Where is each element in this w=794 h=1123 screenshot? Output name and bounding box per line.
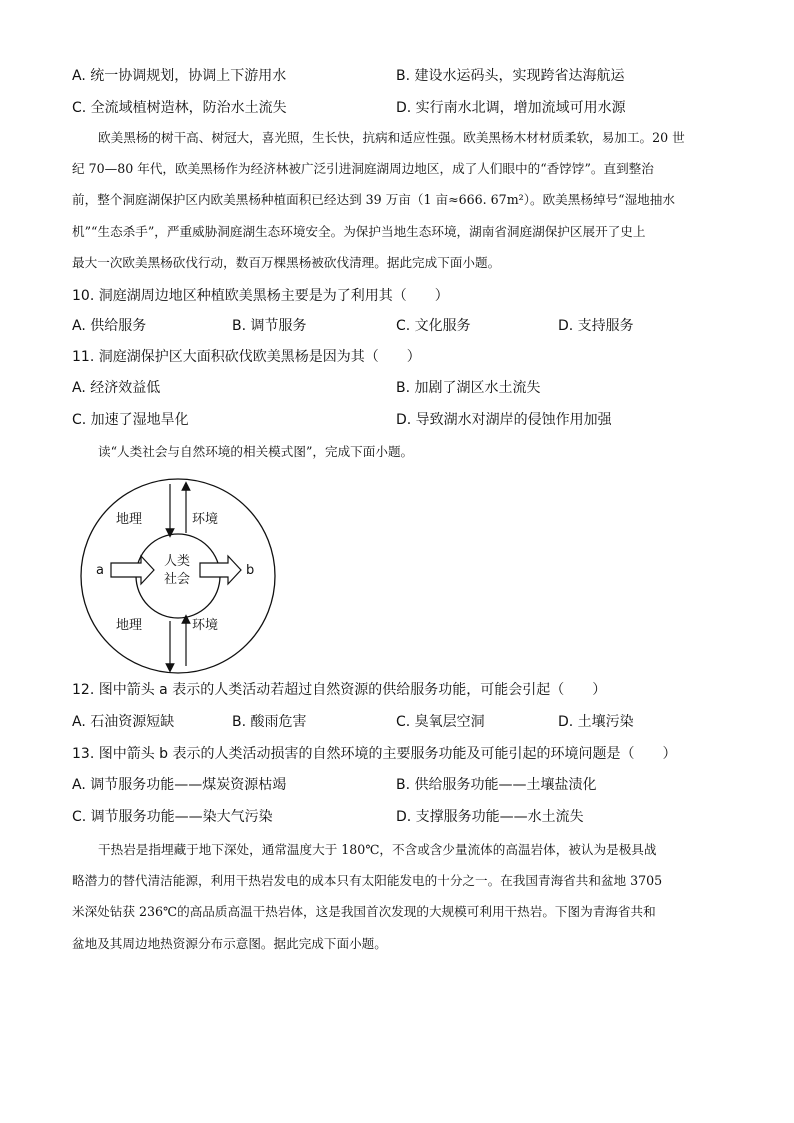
human-environment-diagram bbox=[78, 476, 278, 676]
arrow-b bbox=[200, 556, 241, 584]
q10-option-b: B. 调节服务 bbox=[232, 318, 307, 334]
q11-stem: 11. 洞庭湖保护区大面积砍伐欧美黑杨是因为其（ ） bbox=[72, 349, 421, 365]
q10-option-c: C. 文化服务 bbox=[396, 318, 471, 334]
passage-line: 米深处钻获 236℃的高品质高温干热岩体，这是我国首次发现的大规模可利用干热岩。下图为青海省共和 bbox=[72, 904, 656, 920]
q11-option-a: A. 经济效益低 bbox=[72, 380, 161, 396]
q13-option-a: A. 调节服务功能——煤炭资源枯竭 bbox=[72, 777, 287, 793]
passage-hot-dry-rock bbox=[72, 834, 722, 959]
label-society: 社会 bbox=[164, 572, 191, 587]
q9-option-b: B. 建设水运码头，实现跨省达海航运 bbox=[396, 68, 625, 84]
q12-option-c: C. 臭氧层空洞 bbox=[396, 714, 485, 730]
passage-line: 盆地及其周边地热资源分布示意图。据此完成下面小题。 bbox=[72, 935, 387, 951]
q11-option-d: D. 导致湖水对湖岸的侵蚀作用加强 bbox=[396, 412, 612, 428]
q13-stem: 13. 图中箭头 b 表示的人类活动损害的自然环境的主要服务功能及可能引起的环境问题是（ ） bbox=[72, 746, 677, 762]
q9-option-c: C. 全流域植树造林，防治水土流失 bbox=[72, 100, 287, 116]
q13-option-d: D. 支撑服务功能——水土流失 bbox=[396, 809, 584, 825]
q12-option-b: B. 酸雨危害 bbox=[232, 714, 307, 730]
diagram-intro bbox=[72, 436, 722, 467]
q12-option-a: A. 石油资源短缺 bbox=[72, 714, 175, 730]
passage-line: 欧美黑杨的树干高、树冠大，喜光照，生长快，抗病和适应性强。欧美黑杨木材材质柔软，易加工。20 世 bbox=[98, 130, 685, 145]
label-geo-bottom: 地理 bbox=[116, 618, 143, 633]
label-human: 人类 bbox=[164, 554, 191, 569]
q12-stem: 12. 图中箭头 a 表示的人类活动若超过自然资源的供给服务功能，可能会引起（ ） bbox=[72, 682, 607, 698]
q12-option-d: D. 土壤污染 bbox=[558, 714, 634, 730]
passage-line: 机”“生态杀手”，严重威胁洞庭湖生态环境安全。为保护当地生态环境，湖南省洞庭湖保护区展开了史上 bbox=[72, 223, 646, 239]
label-geo-top: 地理 bbox=[116, 512, 143, 527]
q13-option-b: B. 供给服务功能——土壤盐渍化 bbox=[396, 777, 597, 793]
q13-option-c: C. 调节服务功能——染大气污染 bbox=[72, 809, 273, 825]
label-b: b bbox=[246, 563, 255, 578]
passage-poplar bbox=[72, 122, 722, 278]
q10-stem: 10. 洞庭湖周边地区种植欧美黑杨主要是为了利用其（ ） bbox=[72, 288, 449, 304]
arrow-a bbox=[111, 556, 154, 584]
diagram-intro-text: 读“人类社会与自然环境的相关模式图”，完成下面小题。 bbox=[98, 444, 414, 459]
q11-option-c: C. 加速了湿地旱化 bbox=[72, 412, 189, 428]
q9-option-d: D. 实行南水北调，增加流域可用水源 bbox=[396, 100, 626, 116]
q9-option-a: A. 统一协调规划，协调上下游用水 bbox=[72, 68, 287, 84]
passage-line: 干热岩是指埋藏于地下深处，通常温度大于 180℃，不含或含少量流体的高温岩体，被认为是极具战 bbox=[98, 842, 657, 857]
q10-option-d: D. 支持服务 bbox=[558, 318, 634, 334]
label-env-bottom: 环境 bbox=[192, 618, 219, 633]
q11-option-b: B. 加剧了湖区水土流失 bbox=[396, 380, 541, 396]
passage-line: 纪 70—80 年代，欧美黑杨作为经济林被广泛引进洞庭湖周边地区，成了人们眼中的“香饽饽”。直到整治 bbox=[72, 161, 654, 177]
passage-line: 略潜力的替代清洁能源，利用干热岩发电的成本只有太阳能发电的十分之一。在我国青海省共和盆地 3705 bbox=[72, 873, 663, 889]
label-a: a bbox=[96, 563, 104, 578]
q10-option-a: A. 供给服务 bbox=[72, 318, 147, 334]
passage-line: 前，整个洞庭湖保护区内欧美黑杨种植面积已经达到 39 万亩（1 亩≈666. 67m²）。欧美黑杨绰号“湿地抽水 bbox=[72, 192, 675, 208]
label-env-top: 环境 bbox=[192, 512, 219, 527]
passage-line: 最大一次欧美黑杨砍伐行动，数百万棵黑杨被砍伐清理。据此完成下面小题。 bbox=[72, 254, 501, 270]
